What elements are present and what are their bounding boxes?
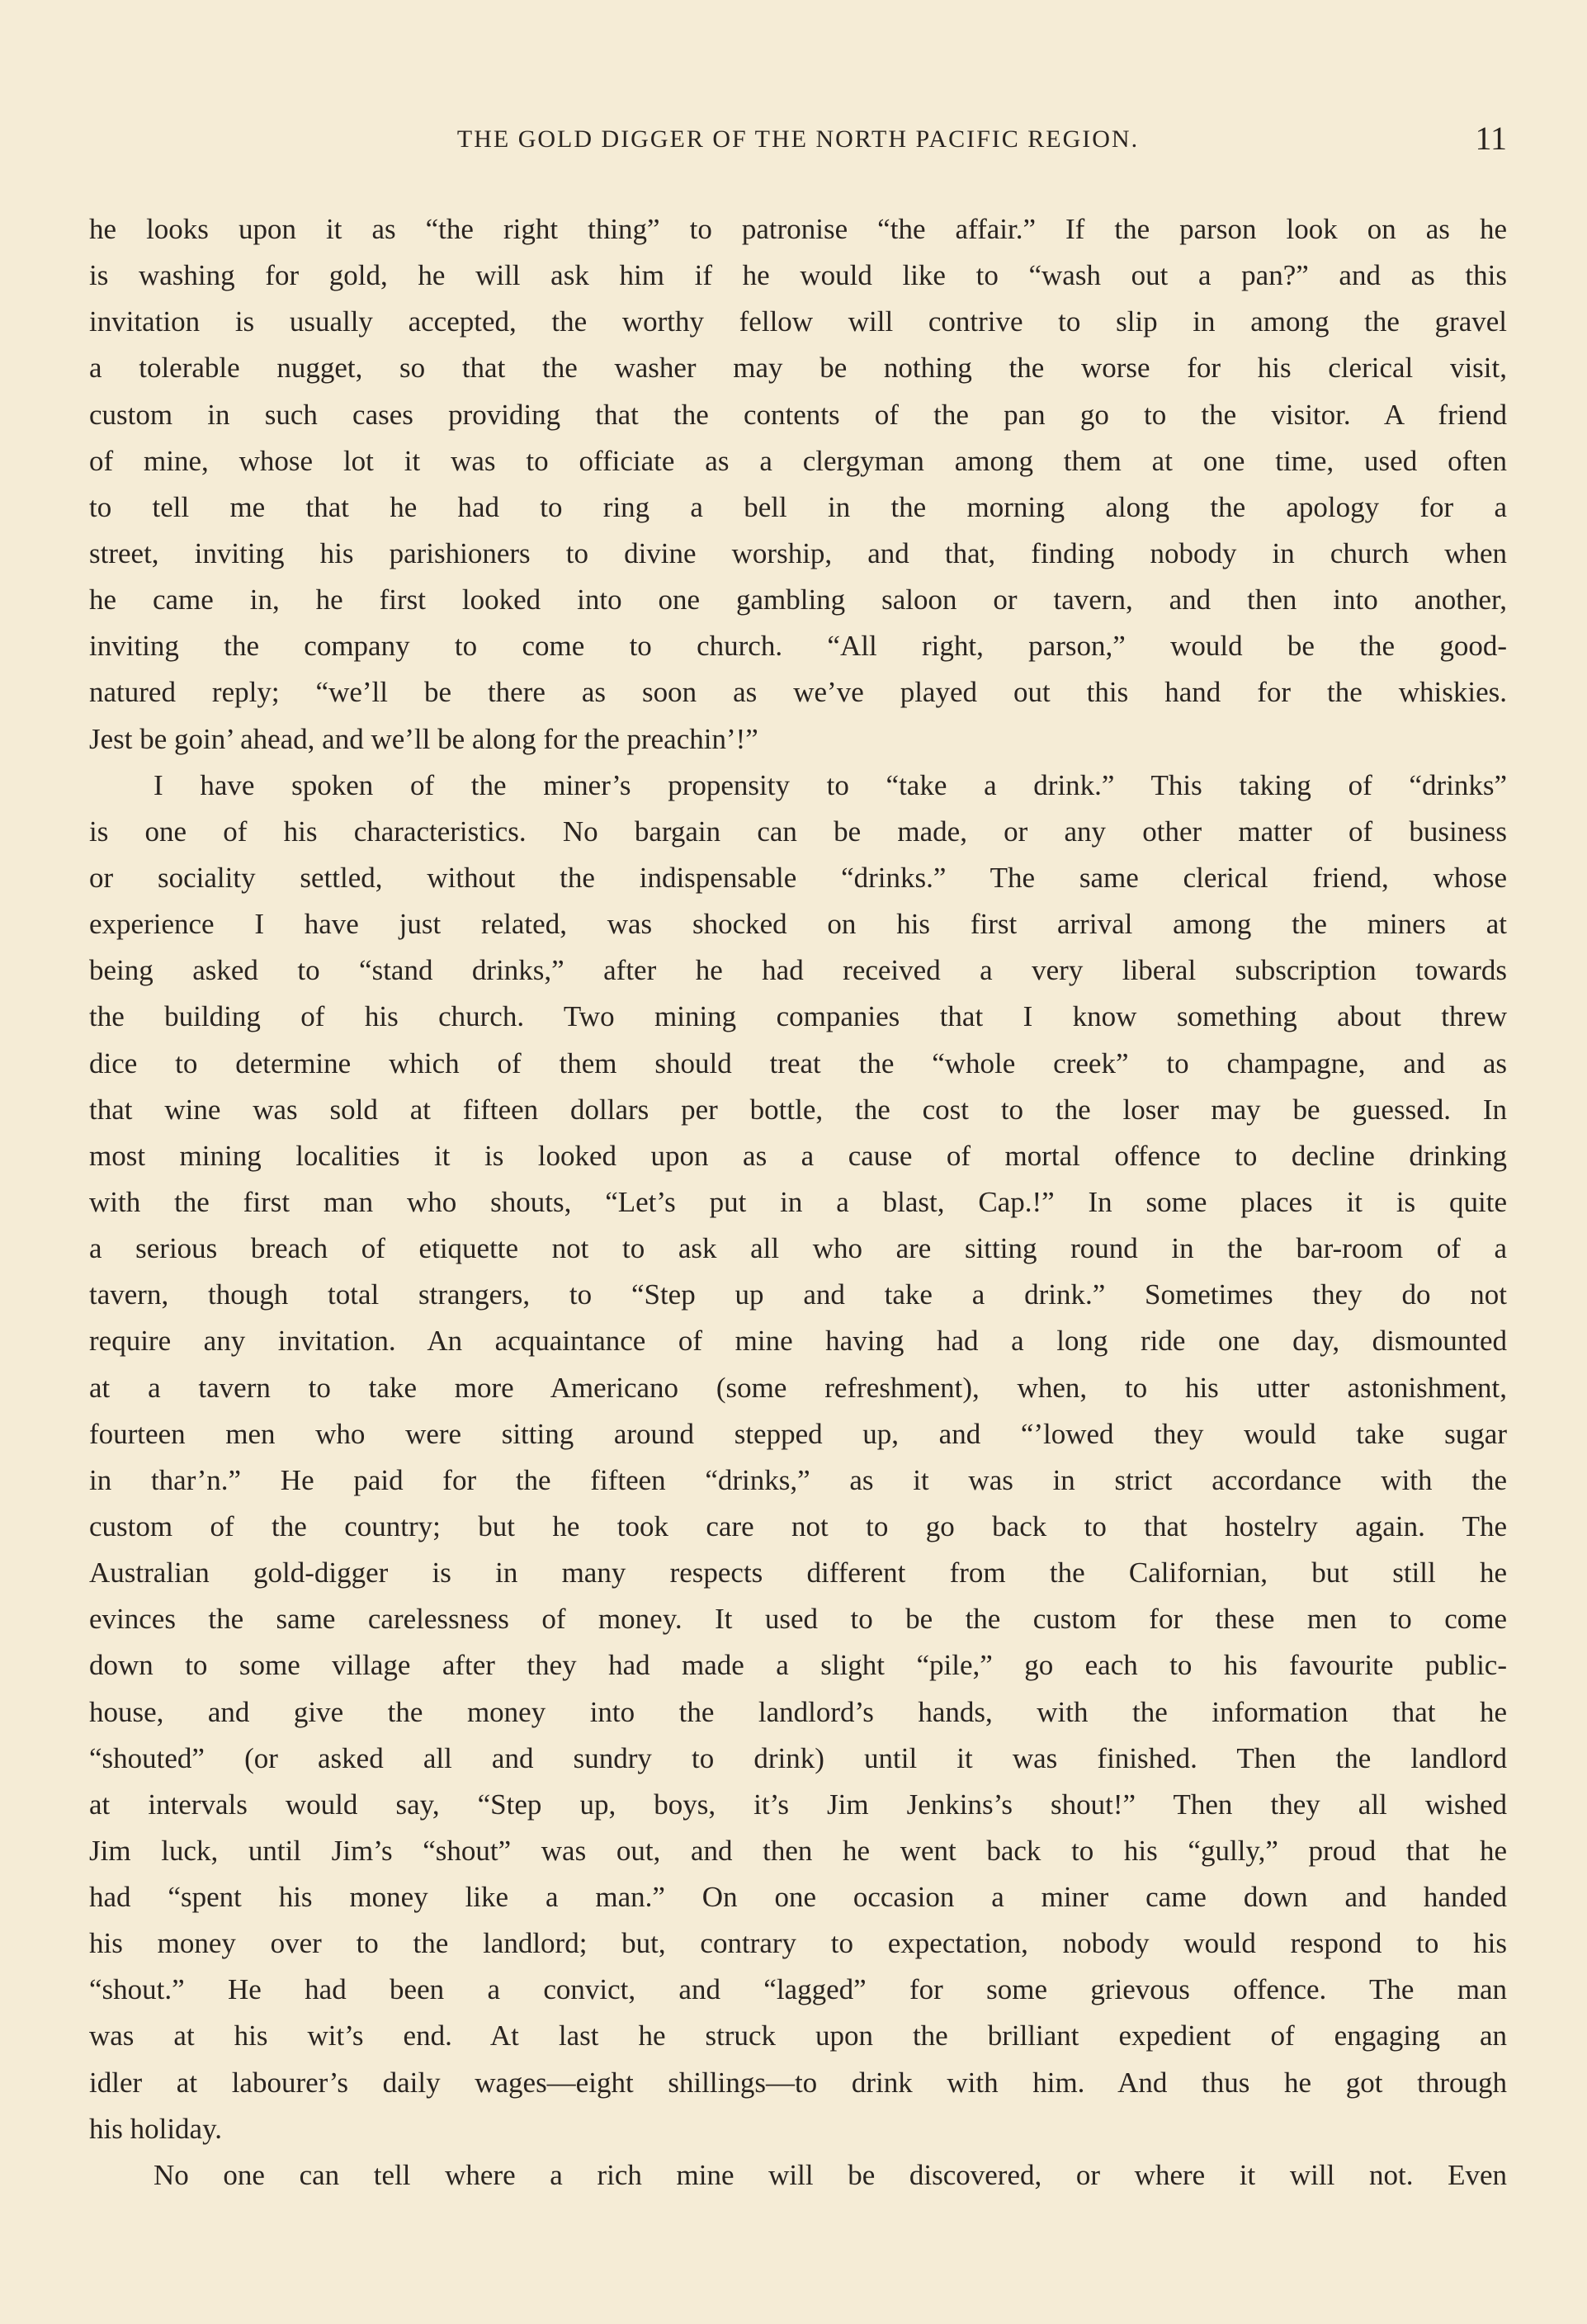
- text-line: custom in such cases providing that the contents of the pan go to the visitor. A friend: [89, 398, 1507, 431]
- text-line: was at his wit’s end. At last he struck upon the brilliant expedient of engaging an: [89, 2019, 1507, 2052]
- paragraph-start-line: No one can tell where a rich mine will be discovered, or where it will not. Even: [154, 2158, 1507, 2191]
- text-line: fourteen men who were sitting around stepped up, and “’lowed they would take sugar: [89, 1417, 1507, 1450]
- text-line: most mining localities it is looked upon as a cause of mortal offence to decline drinking: [89, 1139, 1507, 1172]
- text-line: or sociality settled, without the indispensable “drinks.” The same clerical friend, whose: [89, 861, 1507, 894]
- text-line: a tolerable nugget, so that the washer may be nothing the worse for his clerical visit,: [89, 352, 1507, 385]
- text-line: house, and give the money into the landlord’s hands, with the information that he: [89, 1695, 1507, 1728]
- text-line: invitation is usually accepted, the worthy fellow will contrive to slip in among the gravel: [89, 305, 1507, 338]
- text-line: is washing for gold, he will ask him if he would like to “wash out a pan?” and as this: [89, 259, 1507, 292]
- text-line: he came in, he first looked into one gambling saloon or tavern, and then into another,: [89, 583, 1507, 616]
- text-line: street, inviting his parishioners to divine worship, and that, finding nobody in church when: [89, 536, 1507, 569]
- body-text: [89, 206, 1507, 2199]
- paragraph-start-line: I have spoken of the miner’s propensity to “take a drink.” This taking of “drinks”: [154, 768, 1507, 801]
- page-number: 11: [1475, 120, 1507, 157]
- text-line: dice to determine which of them should treat the “whole creek” to champagne, and as: [89, 1046, 1507, 1079]
- text-line: the building of his church. Two mining companies that I know something about threw: [89, 1000, 1507, 1033]
- paragraph-end-line: his holiday.: [89, 2112, 223, 2145]
- text-line: idler at labourer’s daily wages—eight shillings—to drink with him. And thus he got through: [89, 2066, 1507, 2099]
- text-line: at intervals would say, “Step up, boys, it’s Jim Jenkins’s shout!” Then they all wished: [89, 1788, 1507, 1821]
- text-line: of mine, whose lot it was to officiate as a clergyman among them at one time, used often: [89, 444, 1507, 477]
- text-line: that wine was sold at fifteen dollars per bottle, the cost to the loser may be guessed. In: [89, 1093, 1507, 1126]
- paragraph-end-line: Jest be goin’ ahead, and we’ll be along for the preachin’!”: [89, 722, 758, 755]
- running-head: THE GOLD DIGGER OF THE NORTH PACIFIC REGION.: [456, 125, 1140, 153]
- text-line: his money over to the landlord; but, contrary to expectation, nobody would respond to his: [89, 1927, 1507, 1960]
- text-line: he looks upon it as “the right thing” to patronise “the affair.” If the parson look on as he: [89, 213, 1507, 245]
- text-line: “shouted” (or asked all and sundry to drink) until it was finished. Then the landlord: [89, 1741, 1507, 1774]
- text-line: custom of the country; but he took care not to go back to that hostelry again. The: [89, 1509, 1507, 1542]
- page-header: [89, 120, 1507, 167]
- text-line: experience I have just related, was shocked on his first arrival among the miners at: [89, 908, 1507, 941]
- text-line: natured reply; “we’ll be there as soon as we’ve played out this hand for the whiskies.: [89, 676, 1507, 709]
- text-line: with the first man who shouts, “Let’s put in a blast, Cap.!” In some places it is quite: [89, 1185, 1507, 1218]
- text-line: being asked to “stand drinks,” after he had received a very liberal subscription towards: [89, 954, 1507, 987]
- text-line: had “spent his money like a man.” On one occasion a miner came down and handed: [89, 1881, 1507, 1914]
- text-line: “shout.” He had been a convict, and “lagged” for some grievous offence. The man: [89, 1973, 1507, 2006]
- text-line: require any invitation. An acquaintance of mine having had a long ride one day, dismounted: [89, 1325, 1507, 1358]
- text-line: to tell me that he had to ring a bell in the morning along the apology for a: [89, 490, 1507, 523]
- text-line: at a tavern to take more Americano (some refreshment), when, to his utter astonishment,: [89, 1371, 1507, 1404]
- text-line: tavern, though total strangers, to “Step up and take a drink.” Sometimes they do not: [89, 1278, 1507, 1311]
- text-line: down to some village after they had made a slight “pile,” go each to his favourite public-: [89, 1649, 1507, 1682]
- text-line: Jim luck, until Jim’s “shout” was out, and then he went back to his “gully,” proud that he: [89, 1834, 1507, 1867]
- text-line: a serious breach of etiquette not to ask all who are sitting round in the bar-room of a: [89, 1232, 1507, 1265]
- text-line: Australian gold-digger is in many respects different from the Californian, but still he: [89, 1556, 1507, 1589]
- text-line: in thar’n.” He paid for the fifteen “drinks,” as it was in strict accordance with the: [89, 1463, 1507, 1496]
- text-line: evinces the same carelessness of money. It used to be the custom for these men to come: [89, 1603, 1507, 1636]
- text-line: is one of his characteristics. No bargain can be made, or any other matter of business: [89, 815, 1507, 848]
- text-line: inviting the company to come to church. “All right, parson,” would be the good-: [89, 630, 1507, 663]
